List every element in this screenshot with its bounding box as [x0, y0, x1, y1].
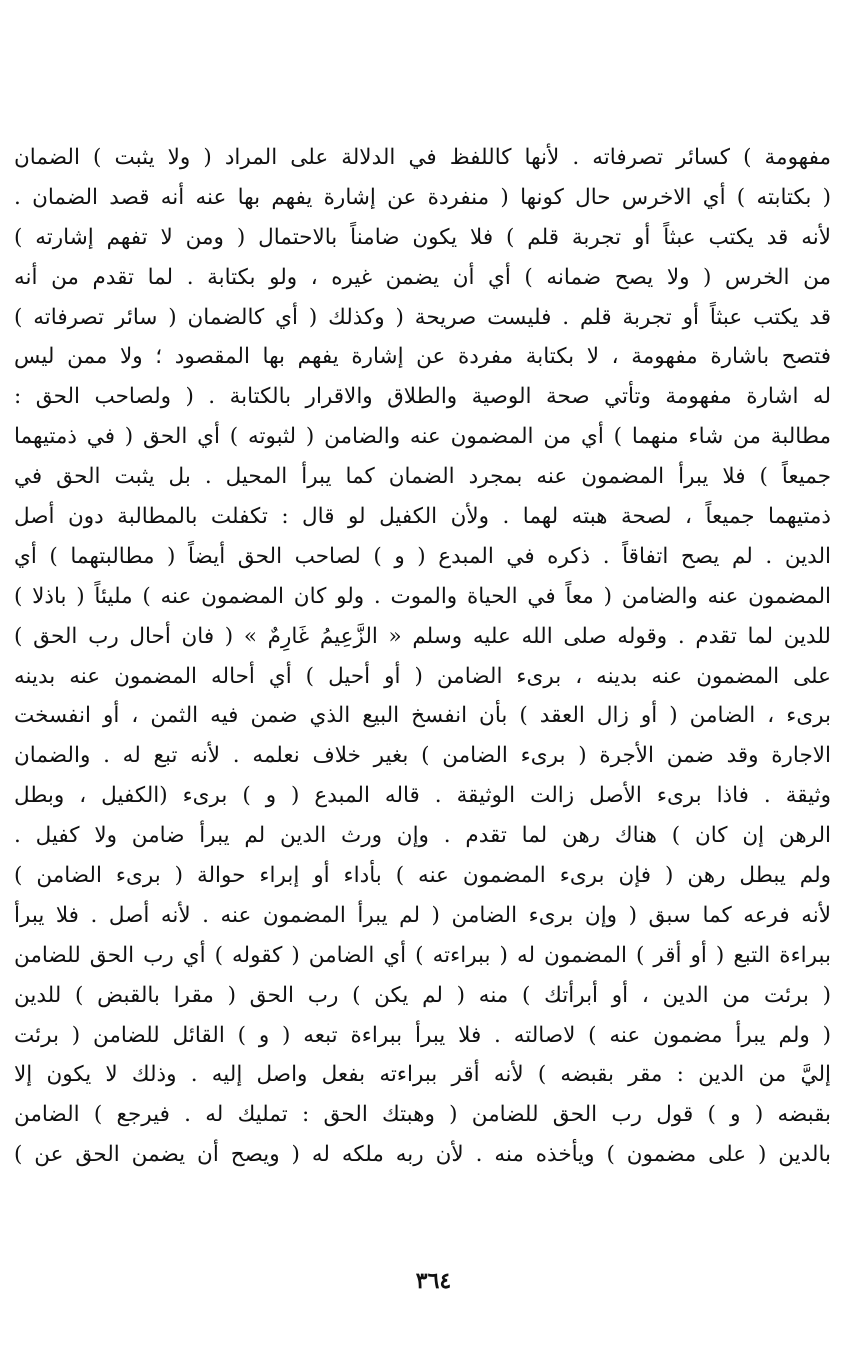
body-text — [14, 138, 831, 1175]
text-line: فتصح باشارة مفهومة ، لا بكتابة مفردة عن إشارة يفهم بها المقصود ؛ ولا ممن ليس — [14, 344, 831, 370]
text-line: مطالبة من شاء منهما ) أي من المضمون عنه والضامن ( لثبوته ) أي الحق ( في ذمتيهما — [14, 424, 831, 450]
text-line: قد يكتب عبثاً أو تجربة قلم . فليست صريحة ( وكذلك ( أي كالضمان ( سائر تصرفاته ) — [14, 304, 831, 330]
text-line: ( برئت من الدين ، أو أبرأتك ) منه ( لم يكن ) رب الحق ( مقرا بالقبض ) للدين — [14, 982, 831, 1008]
text-line: ( ولم يبرأ مضمون عنه ) لاصالته . فلا يبرأ ببراءة تبعه ( و ) القائل للضامن ( برئت — [14, 1022, 831, 1048]
text-line: وثيقة . فاذا برىء الأصل زالت الوثيقة . قاله المبدع ( و ) برىء (الكفيل ، وبطل — [14, 783, 831, 809]
text-line: المضمون عنه والضامن ( معاً في الحياة والموت . ولو كان المضمون عنه ) مليئاً ( باذلا ) — [14, 583, 831, 609]
text-line: بالدين ( على مضمون ) ويأخذه منه . لأن ربه ملكه له ( ويصح أن يضمن الحق عن ) — [14, 1142, 831, 1168]
text-line: برىء ، الضامن ( أو زال العقد ) بأن انفسخ البيع الذي ضمن فيه الثمن ، أو انفسخت — [14, 703, 831, 729]
text-line: ببراءة التبع ( أو أقر ) المضمون له ( ببراءته ) أي الضامن ( كقوله ) أي رب الحق للضامن — [14, 942, 831, 968]
text-line: ذمتيهما جميعاً ، لصحة هبته لهما . ولأن الكفيل لو قال : تكفلت بالمطالبة دون أصل — [14, 504, 831, 530]
text-line: من الخرس ( ولا يصح ضمانه ) أي أن يضمن غيره ، ولو بكتابة . لما تقدم من أنه — [14, 264, 831, 290]
text-line: الاجارة وقد ضمن الأجرة ( برىء الضامن ) بغير خلاف نعلمه . لأنه تبع له . والضمان — [14, 743, 831, 769]
text-line: ( بكتابته ) أي الاخرس حال كونها ( منفردة عن إشارة يفهم بها عنه أنه قصد الضمان . — [14, 184, 831, 210]
text-line: الرهن إن كان ) هناك رهن لما تقدم . وإن ورث الدين لم يبرأ ضامن ولا كفيل . — [14, 823, 831, 849]
text-line: لأنه فرعه كما سبق ( وإن برىء الضامن ( لم يبرأ المضمون عنه . لأنه أصل . فلا يبرأ — [14, 902, 831, 928]
text-line: بقبضه ( و ) قول رب الحق للضامن ( وهبتك الحق : تمليك له . فيرجع ) الضامن — [14, 1102, 831, 1128]
text-line: الدين . لم يصح اتفاقاً . ذكره في المبدع ( و ) لصاحب الحق أيضاً ( مطالبتهما ) أي — [14, 543, 831, 569]
text-line: له اشارة مفهومة وتأتي صحة الوصية والطلاق والاقرار بالكتابة . ( ولصاحب الحق : — [14, 384, 831, 410]
text-line: جميعاً ) فلا يبرأ المضمون عنه بمجرد الضمان كما يبرأ المحيل . بل يثبت الحق في — [14, 464, 831, 490]
page-number: ٣٦٤ — [415, 1268, 452, 1294]
text-line: للدين لما تقدم . وقوله صلى الله عليه وسلم « الزَّعِيمُ غَارِمٌ » ( فان أحال رب الحق ) — [14, 623, 831, 649]
text-line: ولم يبطل رهن ( فإن برىء المضمون عنه ) بأداء أو إبراء حوالة ( برىء الضامن ) — [14, 863, 831, 889]
text-line: إليَّ من الدين : مقر بقبضه ) لأنه أقر ببراءته بفعل واصل إليه . وذلك لا يكون إلا — [14, 1062, 831, 1088]
text-line: على المضمون عنه بدينه ، برىء الضامن ( أو أحيل ) أي أحاله المضمون عنه بدينه — [14, 663, 831, 689]
text-line: لأنه قد يكتب عبثاً أو تجربة قلم ) فلا يكون ضامناً بالاحتمال ( ومن لا تفهم إشارته ) — [14, 224, 831, 250]
text-line: مفهومة ) كسائر تصرفاته . لأنها كاللفظ في الدلالة على المراد ( ولا يثبت ) الضمان — [14, 145, 831, 170]
